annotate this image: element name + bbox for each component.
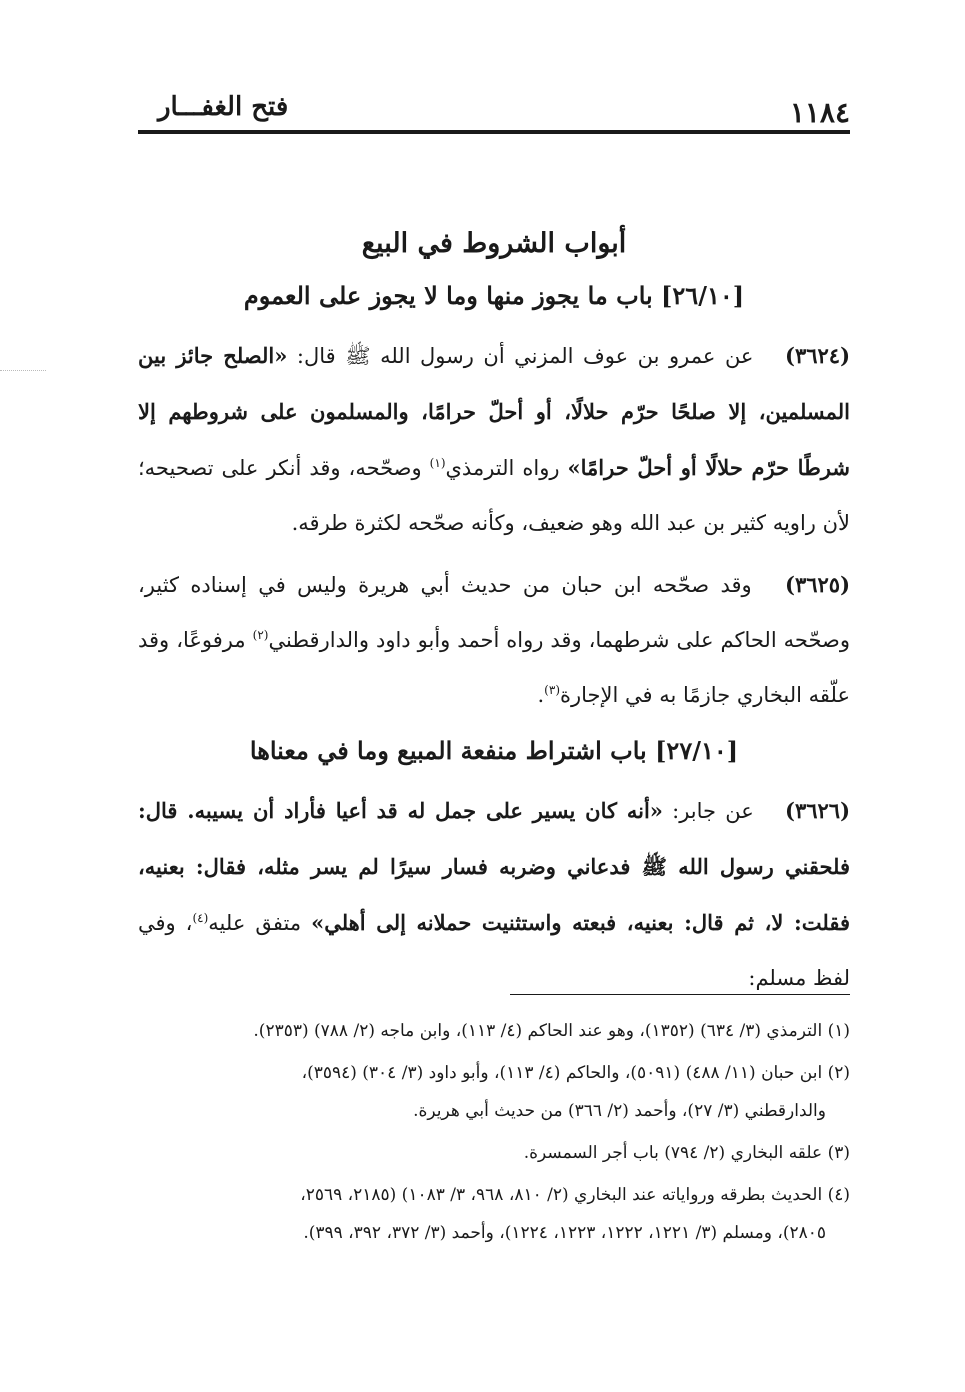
chapter-title-27: [٢٧/١٠] باب اشتراط منفعة المبيع وما في معناها: [249, 736, 739, 765]
footnote-ref-4[interactable]: (٤): [192, 911, 209, 925]
footnote-text: (٢) ابن حبان (١١/ ٤٨٨) (٥٠٩١)، والحاكم (٤/ ١١٣)، وأبو داود (٣/ ٣٠٤) (٣٥٩٤)،: [301, 1063, 850, 1083]
footnote-3: [138, 1134, 850, 1172]
footnote-ref-3[interactable]: (٣): [544, 683, 560, 697]
footnote-text-continued: والدارقطني (٣/ ٢٧)، وأحمد (٢/ ٣٦٦) من حديث أبي هريرة.: [413, 1101, 826, 1121]
section-title: أبواب الشروط في البيع: [361, 228, 627, 259]
footnote-2: [138, 1054, 850, 1130]
margin-mark: [0, 370, 46, 372]
hadith-intro: عن جابر:: [672, 799, 754, 823]
hadith-quote: «أنه كان يسير على جمل له قد أعيا فأراد أن يسيبه. قال: فلحقني رسول الله ﷺ فدعاني وضربه فسار سيرًا لم يسر مثله، فقال: بعنيه، فقلت: لا، ثم قال: بعنيه، فبعته واستثنيت حملانه إلى أهلي»: [138, 798, 850, 935]
page-number: ١١٨٤: [789, 96, 850, 129]
footnote-text: (١) الترمذي (٣/ ٦٣٤) (١٣٥٢)، وهو عند الحاكم (٤/ ١١٣)، وابن ماجه (٢/ ٧٨٨) (٢٣٥٣).: [253, 1021, 850, 1041]
main-text: [138, 222, 850, 1012]
header-rule: [138, 130, 850, 134]
hadith-quote: «الصلح جائز بين المسلمين، إلا صلحًا حرّم حلالًا، أو أحلّ حرامًا، والمسلمون على شروطهم إلا شرطًا حرّم حلالًا أو أحلّ حرامًا»: [138, 343, 850, 480]
chapter-title-26: [٢٦/١٠] باب ما يجوز منها وما لا يجوز على العموم: [243, 281, 745, 310]
hadith-text: وقد صحّحه ابن حبان من حديث أبي هريرة وليس في إسناده كثير، وصحّحه الحاكم على شرطهما، وقد رواه أحمد وأبو داود والدارقطني: [138, 573, 850, 652]
hadith-continuation: ، وفي لفظ مسلم:: [138, 911, 850, 990]
footnote-text-continued: ٢٨٠٥)، ومسلم (٣/ ١٢٢١، ١٢٢٢، ١٢٢٣، ١٢٢٤)، وأحمد (٣/ ٣٧٢، ٣٩٢، ٣٩٩).: [303, 1223, 826, 1243]
footnote-4: [138, 1176, 850, 1252]
hadith-number: (٣٦٢٦): [785, 798, 850, 823]
hadith-3625: [138, 557, 850, 723]
hadith-number: (٣٦٢٤): [785, 343, 850, 368]
footnote-text: (٣) علقه البخاري (٢/ ٧٩٤) باب أجر السمسرة.: [523, 1143, 850, 1163]
hadith-text-end: .: [537, 683, 545, 707]
footnote-rule: [510, 994, 850, 995]
footnote-text: (٤) الحديث بطرقه ورواياته عند البخاري (٢/ ٨١٠، ٩٦٨، ٣/ ١٠٨٣) (٢١٨٥، ٢٥٦٩،: [300, 1185, 850, 1205]
hadith-source: رواه الترمذي: [445, 456, 560, 480]
footnote-ref-2[interactable]: (٢): [252, 628, 269, 642]
hadith-source: متفق عليه: [208, 911, 302, 935]
running-title: فتح الغفـــار: [158, 92, 289, 122]
footnote-ref-1[interactable]: (١): [429, 456, 446, 470]
hadith-3624: [138, 328, 850, 551]
hadith-text: مرفوعًا، وقد علّقه البخاري جازمًا به في الإجارة: [138, 628, 850, 707]
hadith-commentary: وصحّحه، وقد أنكر على تصحيحه؛ لأن راويه كثير بن عبد الله وهو ضعيف، وكأنه صحّحه لكثرة طرقه.: [138, 456, 850, 535]
footnotes: [138, 1012, 850, 1256]
footnote-1: [138, 1012, 850, 1050]
page-header: [138, 92, 850, 134]
hadith-intro: عن عمرو بن عوف المزني أن رسول الله ﷺ قال:: [296, 344, 754, 368]
hadith-number: (٣٦٢٥): [785, 572, 850, 597]
hadith-3626: [138, 783, 850, 1006]
